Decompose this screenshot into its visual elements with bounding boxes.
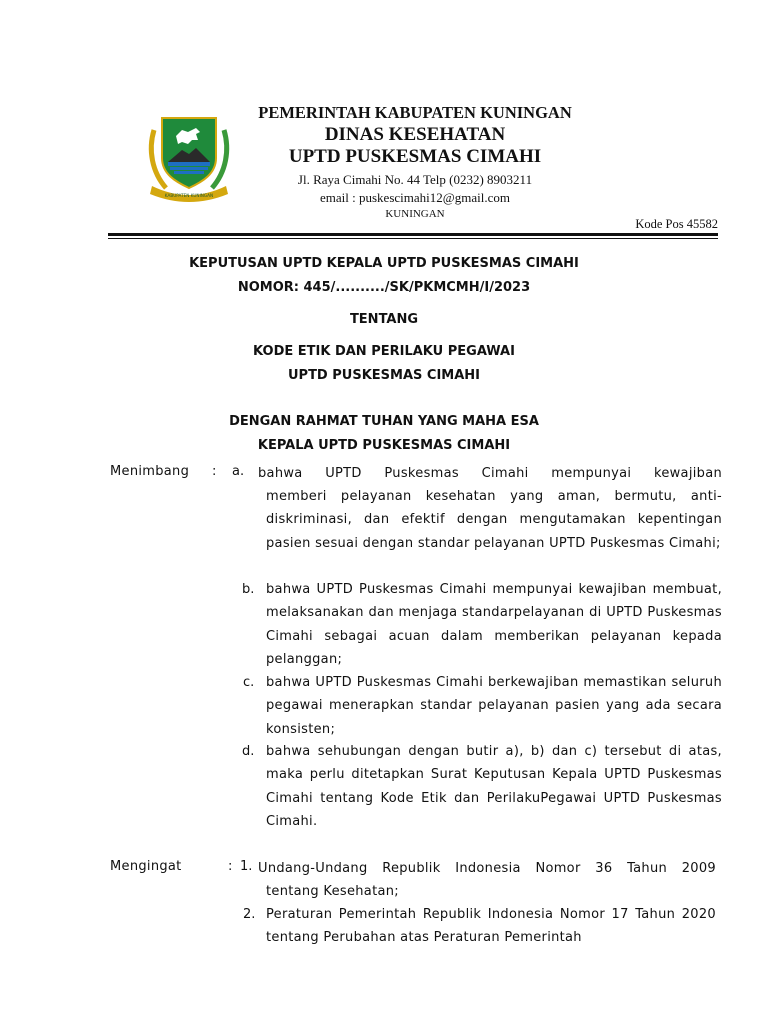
letterhead-divider-thin <box>108 238 718 239</box>
kuningan-regency-emblem-icon <box>146 110 232 202</box>
logo-ribbon-text: KABUPATEN KUNINGAN <box>164 193 214 198</box>
menimbang-item-c: bahwa UPTD Puskesmas Cimahi berkewajiban memastikan seluruh pegawai menerapkan standar pelayanan pasien yang ada secara konsisten; <box>266 675 722 737</box>
menimbang-item-b: bahwa UPTD Puskesmas Cimahi mempunyai kewajiban membuat, melaksanakan dan menjaga standarpelayanan di UPTD Puskesmas Cimahi sebagai acuan dalam memberikan pelayanan kepada pelanggan; <box>266 582 722 668</box>
decree-issuer: KEPALA UPTD PUSKESMAS CIMAHI <box>257 438 511 453</box>
letterhead <box>230 102 600 221</box>
mengingat-item-1-first-line: Undang-Undang Republik Indonesia Nomor 36 Tahun 2009 <box>258 861 716 876</box>
letterhead-email: email : puskescimahi12@gmail.com <box>320 190 510 205</box>
decree-number: NOMOR: 445/........../SK/PKMCMH/I/2023 <box>237 280 531 295</box>
mengingat-item-1-rest: tentang Kesehatan; <box>266 884 399 899</box>
decree-heading: KEPUTUSAN UPTD KEPALA UPTD PUSKESMAS CIMAHI <box>189 256 579 271</box>
letterhead-address: Jl. Raya Cimahi No. 44 Telp (0232) 8903211 <box>297 172 533 187</box>
menimbang-colon: : <box>212 464 217 479</box>
menimbang-item-d: bahwa sehubungan dengan butir a), b) dan c) tersebut di atas, maka perlu ditetapkan Surat Keputusan Kepala UPTD Puskesmas Cimahi tentang Kode Etik dan PerilakuPegawai UPTD Puskesmas Cimahi. <box>266 744 722 830</box>
letterhead-government: PEMERINTAH KABUPATEN KUNINGAN <box>258 103 572 122</box>
mengingat-marker-2: 2. <box>243 907 256 922</box>
menimbang-label: Menimbang <box>110 464 190 479</box>
menimbang-marker-a: a. <box>232 464 245 479</box>
mengingat-label: Mengingat <box>110 859 182 874</box>
menimbang-marker-b: b. <box>242 582 255 597</box>
letterhead-unit: UPTD PUSKESMAS CIMAHI <box>288 146 542 167</box>
mengingat-colon: : <box>228 859 233 874</box>
decree-title-block <box>0 252 768 458</box>
menimbang-item-a-rest: memberi pelayanan kesehatan yang aman, bermutu, anti-diskriminasi, dan efektif dengan mengutamakan kepentingan pasien sesuai dengan standar pelayanan UPTD Puskesmas Cimahi; <box>266 489 722 551</box>
decree-subject-2: UPTD PUSKESMAS CIMAHI <box>287 368 480 383</box>
letterhead-city: KUNINGAN <box>385 208 445 220</box>
letterhead-agency: DINAS KESEHATAN <box>324 124 506 145</box>
decree-tentang: TENTANG <box>349 312 419 327</box>
mengingat-marker-1: 1. <box>240 859 253 874</box>
menimbang-item-a-first-line: bahwa UPTD Puskesmas Cimahi mempunyai kewajiban <box>258 466 722 481</box>
menimbang-marker-c: c. <box>243 675 255 690</box>
decree-subject-1: KODE ETIK DAN PERILAKU PEGAWAI <box>253 344 515 359</box>
mengingat-item-2: Peraturan Pemerintah Republik Indonesia Nomor 17 Tahun 2020 tentang Perubahan atas Peraturan Pemerintah <box>266 907 716 946</box>
decree-invocation: DENGAN RAHMAT TUHAN YANG MAHA ESA <box>229 414 539 429</box>
letterhead-divider-thick <box>108 233 718 236</box>
postal-code: Kode Pos 45582 <box>635 217 718 231</box>
menimbang-marker-d: d. <box>242 744 255 759</box>
